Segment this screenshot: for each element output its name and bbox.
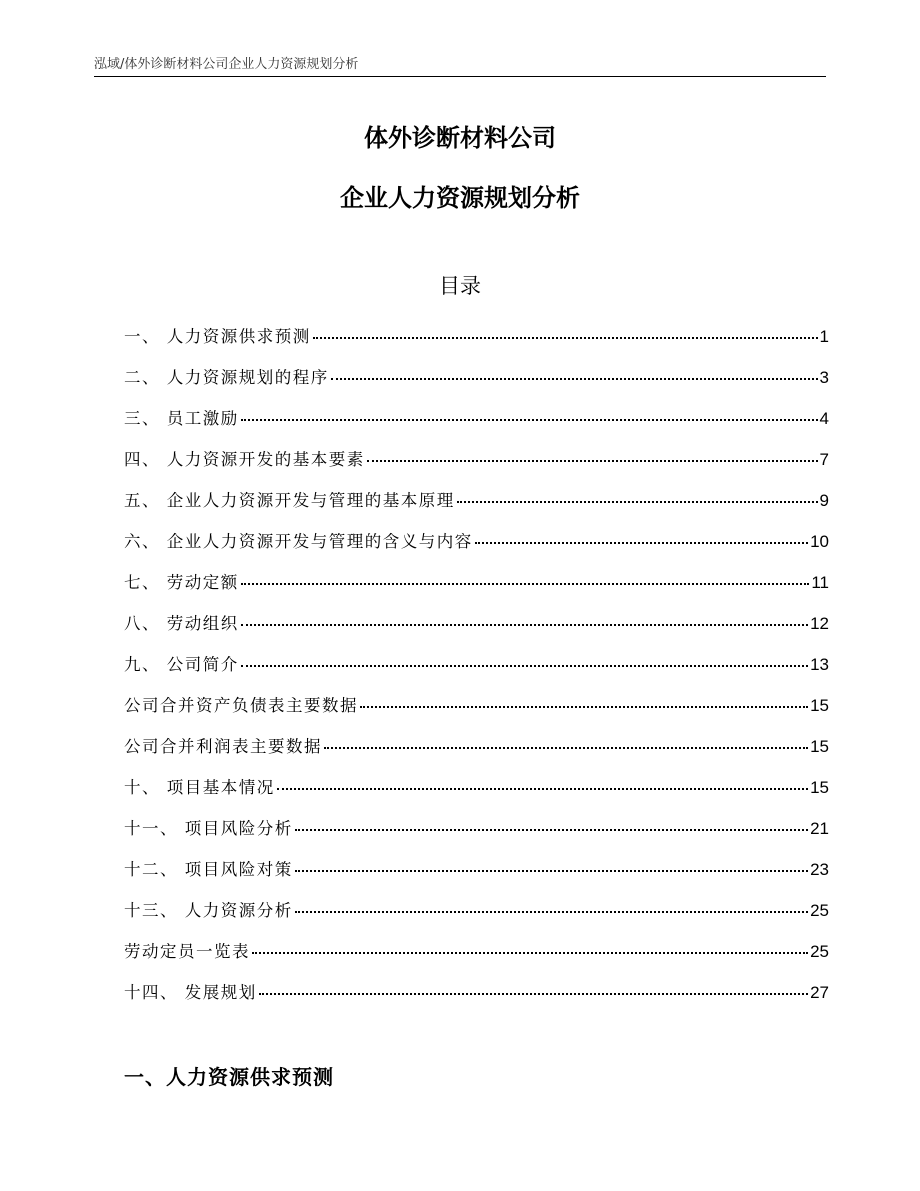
toc-entry-label: 公司合并资产负债表主要数据 — [124, 696, 358, 715]
toc-entry[interactable] — [124, 734, 829, 775]
toc-leader-dots — [259, 993, 808, 995]
toc-entry-page: 10 — [810, 532, 829, 551]
toc-entry-label: 七、 劳动定额 — [124, 573, 239, 592]
toc-entry-page: 21 — [810, 819, 829, 838]
toc-entry-label: 九、 公司简介 — [124, 655, 239, 674]
toc-entry[interactable] — [124, 693, 829, 734]
toc-leader-dots — [252, 952, 808, 954]
toc-entry-label: 劳动定员一览表 — [124, 942, 250, 961]
toc-leader-dots — [241, 583, 810, 585]
toc-leader-dots — [331, 378, 818, 380]
toc-entry-label: 六、 企业人力资源开发与管理的含义与内容 — [124, 532, 473, 551]
toc-leader-dots — [277, 788, 808, 790]
toc-entry[interactable] — [124, 324, 829, 365]
toc-entry-label: 十一、 项目风险分析 — [124, 819, 293, 838]
toc-entry-page: 9 — [819, 491, 829, 510]
toc-entry-page: 7 — [819, 450, 829, 469]
table-of-contents — [124, 324, 829, 1021]
toc-entry[interactable] — [124, 365, 829, 406]
toc-entry-label: 三、 员工激励 — [124, 409, 239, 428]
document-title-subject: 企业人力资源规划分析 — [340, 184, 580, 212]
toc-leader-dots — [295, 870, 808, 872]
toc-entry-label: 公司合并利润表主要数据 — [124, 737, 322, 756]
toc-entry-label: 十二、 项目风险对策 — [124, 860, 293, 879]
toc-leader-dots — [241, 624, 808, 626]
toc-entry[interactable] — [124, 406, 829, 447]
toc-entry[interactable] — [124, 611, 829, 652]
toc-entry[interactable] — [124, 775, 829, 816]
toc-entry[interactable] — [124, 816, 829, 857]
toc-entry-label: 十四、 发展规划 — [124, 983, 257, 1002]
toc-entry-page: 12 — [810, 614, 829, 633]
toc-entry-page: 3 — [819, 368, 829, 387]
toc-leader-dots — [360, 706, 808, 708]
toc-entry-page: 25 — [810, 942, 829, 961]
toc-entry[interactable] — [124, 939, 829, 980]
toc-leader-dots — [324, 747, 808, 749]
toc-entry-label: 一、 人力资源供求预测 — [124, 327, 311, 346]
toc-entry[interactable] — [124, 652, 829, 693]
toc-entry[interactable] — [124, 570, 829, 611]
toc-entry-page: 11 — [811, 573, 829, 592]
toc-entry-label: 二、 人力资源规划的程序 — [124, 368, 329, 387]
toc-entry-label: 八、 劳动组织 — [124, 614, 239, 633]
toc-leader-dots — [295, 829, 808, 831]
toc-entry[interactable] — [124, 529, 829, 570]
section-heading: 一、人力资源供求预测 — [124, 1065, 334, 1089]
toc-entry-page: 15 — [810, 696, 829, 715]
document-title-company: 体外诊断材料公司 — [364, 124, 556, 152]
toc-entry-label: 十、 项目基本情况 — [124, 778, 275, 797]
toc-entry[interactable] — [124, 857, 829, 898]
running-header: 泓域/体外诊断材料公司企业人力资源规划分析 — [94, 57, 359, 72]
toc-entry-page: 25 — [810, 901, 829, 920]
toc-heading: 目录 — [439, 274, 481, 298]
toc-entry-page: 23 — [810, 860, 829, 879]
toc-leader-dots — [475, 542, 808, 544]
header-divider — [94, 76, 826, 77]
toc-leader-dots — [295, 911, 808, 913]
toc-entry-page: 27 — [810, 983, 829, 1002]
toc-entry[interactable] — [124, 488, 829, 529]
toc-entry-page: 13 — [810, 655, 829, 674]
toc-entry-page: 15 — [810, 737, 829, 756]
toc-entry-label: 五、 企业人力资源开发与管理的基本原理 — [124, 491, 455, 510]
toc-entry-label: 十三、 人力资源分析 — [124, 901, 293, 920]
toc-leader-dots — [241, 419, 818, 421]
toc-entry-page: 4 — [819, 409, 829, 428]
toc-entry[interactable] — [124, 898, 829, 939]
toc-entry[interactable] — [124, 447, 829, 488]
toc-leader-dots — [241, 665, 808, 667]
toc-leader-dots — [367, 460, 818, 462]
toc-leader-dots — [313, 337, 818, 339]
toc-entry-page: 1 — [819, 327, 829, 346]
toc-leader-dots — [457, 501, 818, 503]
toc-entry[interactable] — [124, 980, 829, 1021]
toc-entry-page: 15 — [810, 778, 829, 797]
toc-entry-label: 四、 人力资源开发的基本要素 — [124, 450, 365, 469]
